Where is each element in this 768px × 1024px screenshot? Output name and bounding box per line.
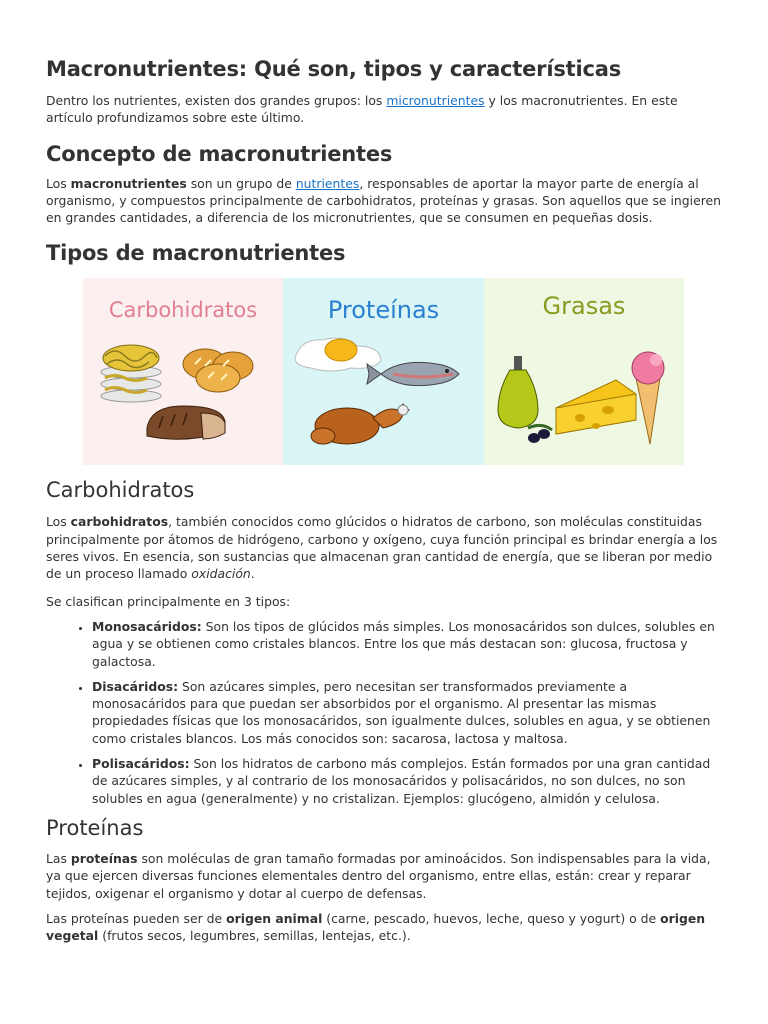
tipos-heading: Tipos de macronutrientes <box>46 241 346 266</box>
carbohidratos-heading: Carbohidratos <box>46 478 195 503</box>
concepto-heading: Concepto de macronutrientes <box>46 141 393 166</box>
list-item-term: Monosacáridos: <box>92 618 202 634</box>
prot-text-2: son moléculas de gran tamaño formadas por aminoácidos. Son indispensables para la vida, ya que ejercen diversas funciones elementales dentro del organismo, entre ellas, están: crear y reparar tejidos, oxigenar el organismo y dotar al cuerpo de defensas. <box>46 850 711 901</box>
prot-text-1: Las <box>46 850 71 866</box>
carbo-italic: oxidación <box>191 566 251 582</box>
proteinas-paragraph <box>46 850 722 902</box>
carbo-text-3: . <box>250 566 255 582</box>
carbo-text-1: Los <box>46 514 71 530</box>
prot2-bold-2: origen vegetal <box>46 910 706 944</box>
intro-text-end: y los macronutrientes. En este artículo profundizamos sobre este último. <box>46 93 678 126</box>
carbo-text-2: , también conocidos como glúcidos o hidratos de carbono, son moléculas constituidas principalmente por átomos de hidrógeno, carbono y oxígeno, cuya función principal es brindar energía a los seres vivos. En esencia, son sustancias que almacenan gran cantidad de energía, que se liberan por medio de un proceso llamado <box>46 514 718 582</box>
list-item-term: Disacáridos: <box>92 678 179 694</box>
proteinas-panel-title: Proteínas <box>327 296 440 325</box>
carbs-food-illustration <box>83 278 283 465</box>
micronutrientes-link[interactable]: micronutrientes <box>386 93 485 108</box>
list-item <box>92 755 722 807</box>
nutrientes-link[interactable]: nutrientes <box>295 175 360 191</box>
concepto-text-1: Los <box>46 175 71 191</box>
page-title: Macronutrientes: Qué son, tipos y características <box>46 57 621 81</box>
prot2-text-2: (carne, pescado, huevos, leche, queso y yogurt) o de <box>322 910 661 926</box>
list-item-term: Polisacáridos: <box>92 756 190 772</box>
proteinas-origen-paragraph <box>46 910 722 945</box>
prot2-text-1: Las proteínas pueden ser de <box>46 910 227 926</box>
fish-icon <box>367 363 459 386</box>
concepto-paragraph <box>46 175 722 227</box>
roast-chicken-icon <box>311 404 409 444</box>
carbohidratos-panel-title: Carbohidratos <box>108 298 258 323</box>
prot2-text-3: (frutos secos, legumbres, semillas, lentejas, etc.). <box>98 928 411 944</box>
bread-loaf-icon <box>147 406 225 439</box>
carbo-bold: carbohidratos <box>70 514 169 530</box>
protein-food-illustration <box>283 278 484 465</box>
prot2-bold-1: origen animal <box>226 910 323 926</box>
fats-food-illustration <box>484 278 684 465</box>
concepto-text-2: son un grupo de <box>186 175 296 191</box>
list-item <box>92 618 722 670</box>
list-item-text: Son azúcares simples, pero necesitan ser transformados previamente a monosacáridos para que puedan ser absorbidos por el organismo. Al presentar las mismas propiedades físicas que los monosacáridos, son igualmente dulces, solubles en agua, y se obtienen como cristales blancos. Los más conocidos son: sacarosa, lactosa y maltosa. <box>92 678 711 746</box>
prot-bold: proteínas <box>70 850 138 866</box>
olive-oil-bottle-icon <box>498 356 552 443</box>
list-item-text: Son los hidratos de carbono más complejos. Están formados por una gran cantidad de azúcares simples, y al contrario de los monosacáridos y polisacáridos, no son dulces, no son solubles en agua (generalmente) y no cristalizan. Ejemplos: glucógeno, almidón y celulosa. <box>92 756 711 806</box>
pasta-icon <box>101 345 161 402</box>
carbohidratos-types-list <box>46 618 722 807</box>
carbohidratos-panel <box>83 278 283 465</box>
proteinas-heading: Proteínas <box>46 815 144 840</box>
grasas-panel-title: Grasas <box>542 292 626 321</box>
macronutrients-banner-image <box>83 278 684 465</box>
concepto-bold: macronutrientes <box>70 175 187 191</box>
intro-paragraph <box>46 92 722 127</box>
list-item <box>92 678 722 747</box>
grasas-panel <box>484 278 684 465</box>
cheese-icon <box>556 380 636 434</box>
carbohidratos-paragraph <box>46 513 722 582</box>
bread-rolls-icon <box>183 349 253 392</box>
concepto-text-3: , responsables de aportar la mayor parte de energía al organismo, y compuestos principalmente de carbohidratos, proteínas y grasas. Son aquellos que se ingieren en grandes cantidades, a diferencia de los micronutrientes, que se consumen en pequeñas dosis. <box>46 175 722 226</box>
intro-text: Dentro los nutrientes, existen dos grandes grupos: los <box>46 93 387 108</box>
list-item-text: Son los tipos de glúcidos más simples. Los monosacáridos son dulces, solubles en agua y se obtienen como cristales blancos. Entre los que más destacan son: glucosa, fructosa y galactosa. <box>92 618 715 669</box>
ice-cream-icon <box>632 352 664 444</box>
clasificacion-paragraph: Se clasifican principalmente en 3 tipos: <box>46 593 291 609</box>
proteinas-panel <box>283 278 484 465</box>
